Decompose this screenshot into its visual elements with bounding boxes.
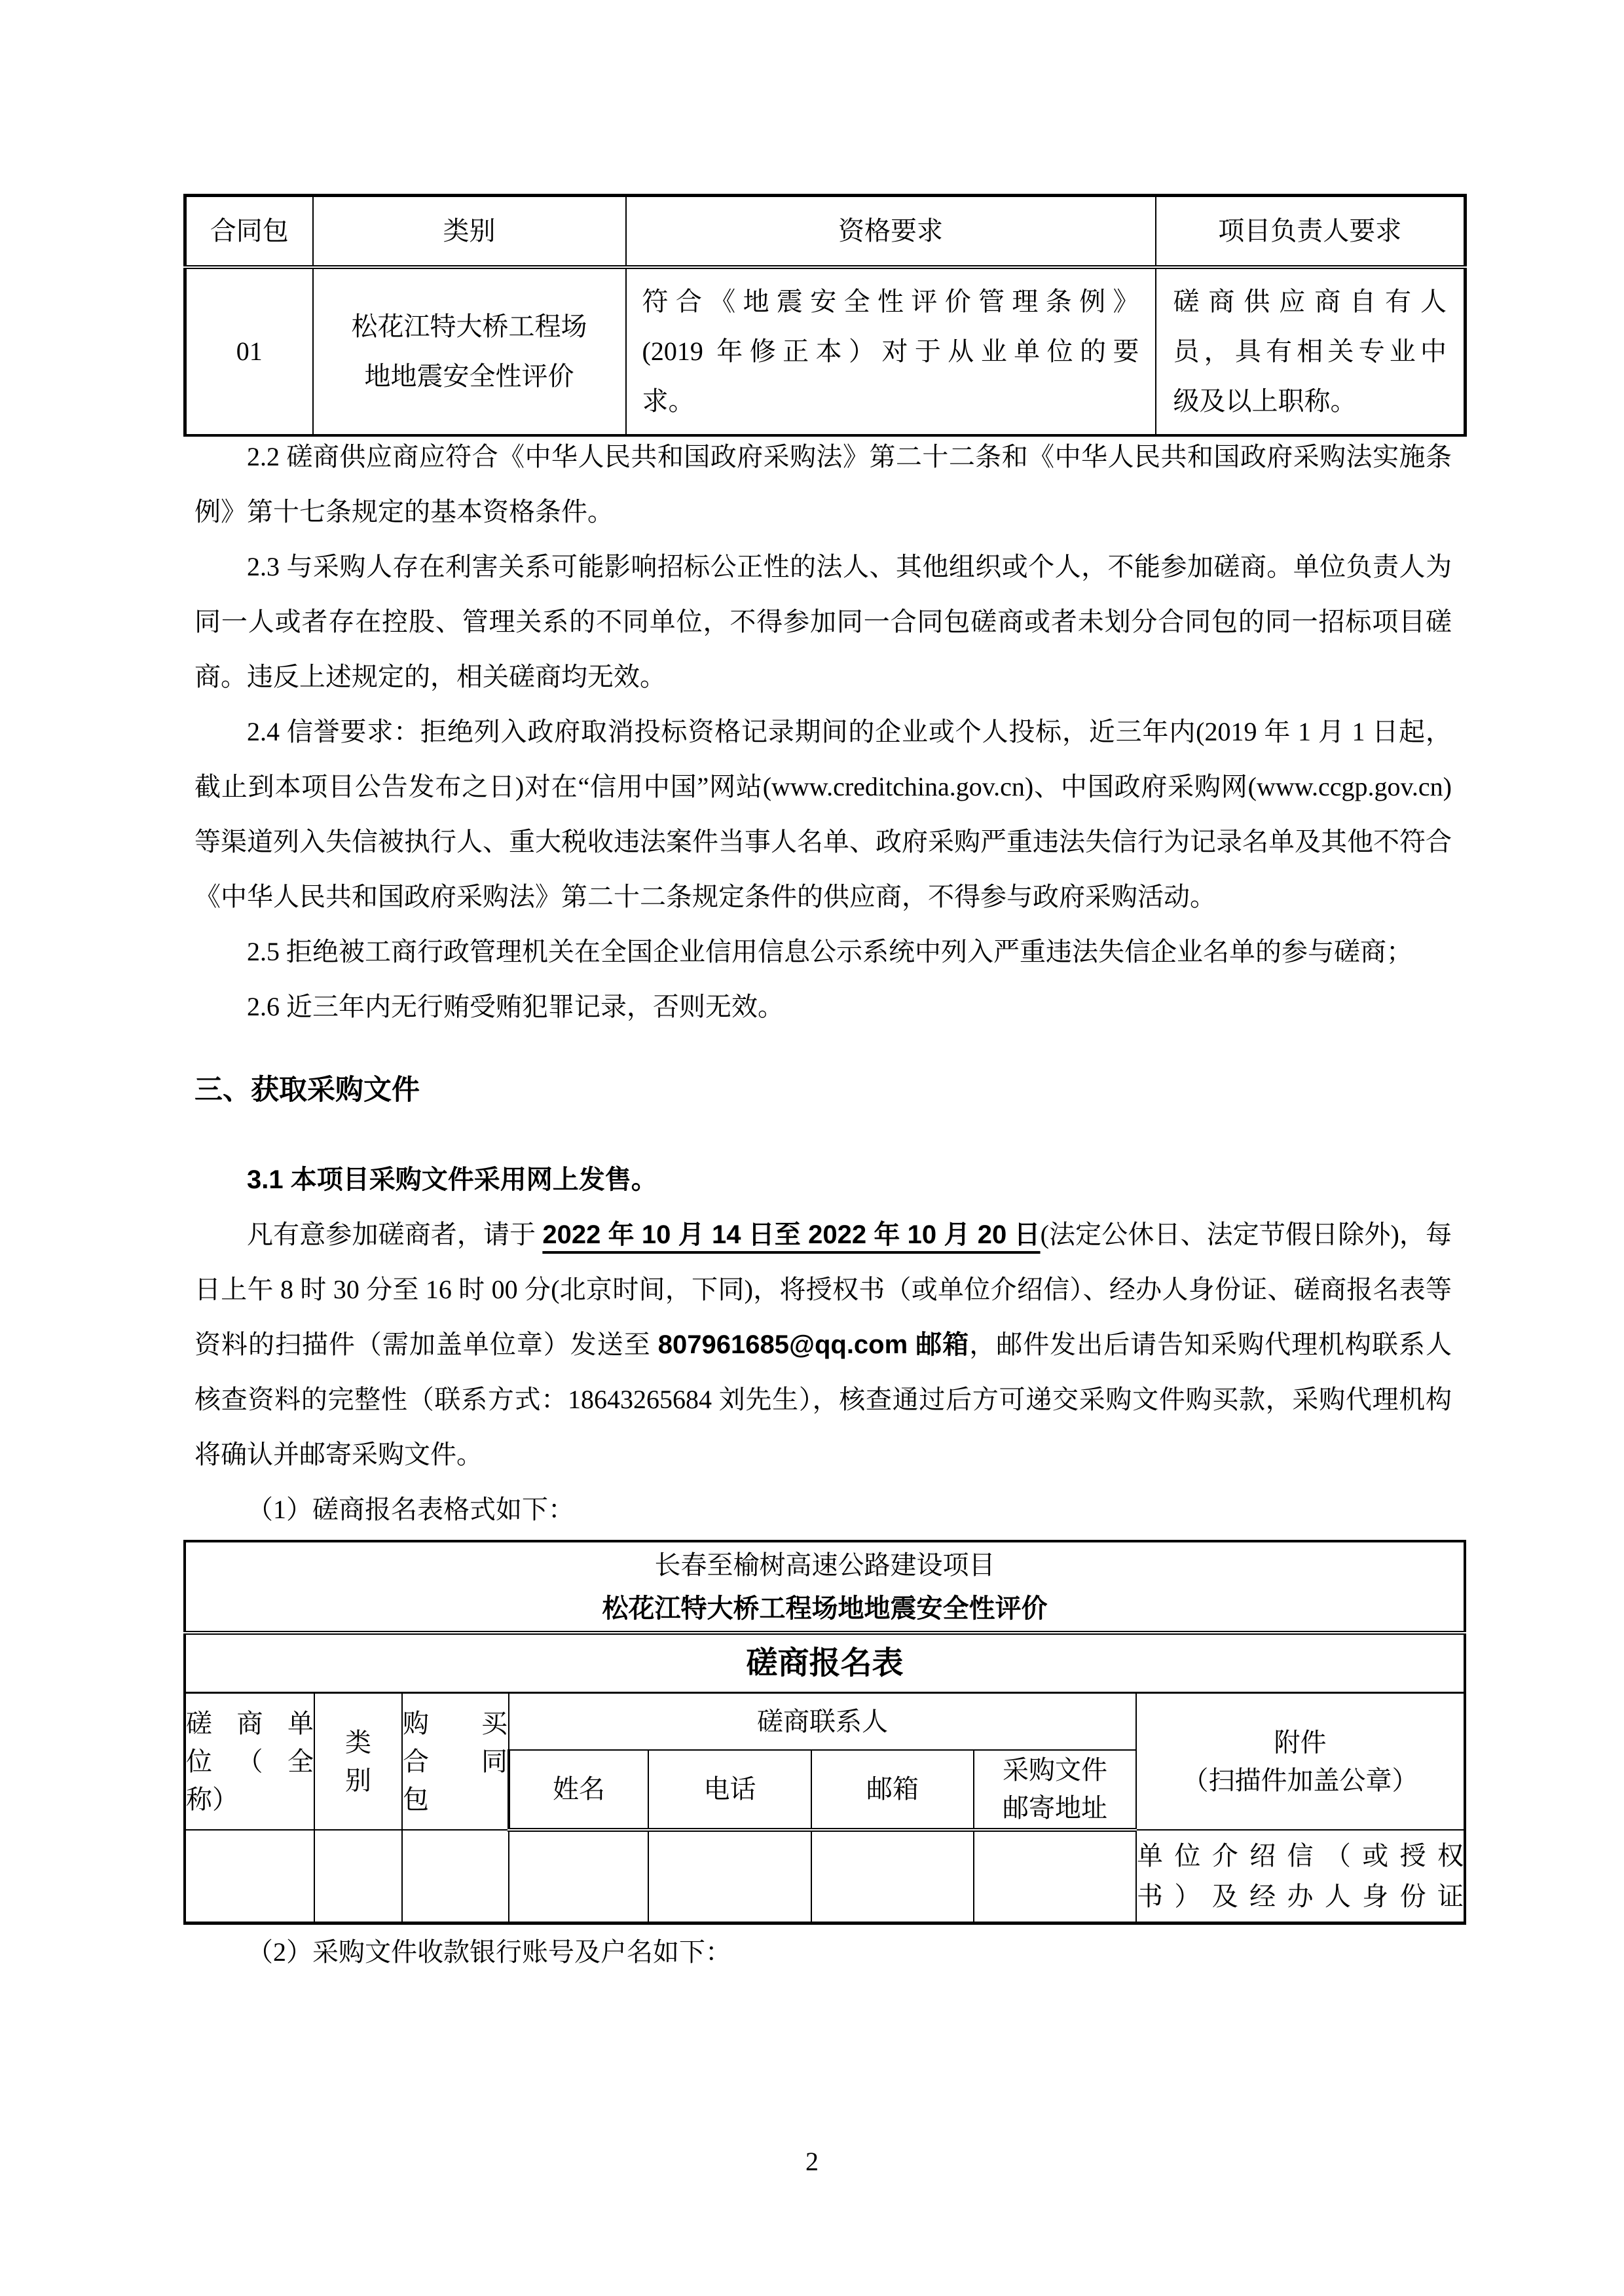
section3-paragraphs (194, 1152, 1452, 1537)
cell-text-line: 购买 (403, 1708, 507, 1738)
text-segment: 3.1 本项目采购文件采用网上发售。 (247, 1165, 657, 1194)
form-title: 磋商报名表 (185, 1633, 1465, 1693)
para-form-intro (194, 1482, 1452, 1537)
text-segment: ，邮件发出后请告知采购代理机构联系人核查资料的完整性（联系方式：18643265684 刘先生），核查通过后方可递交采购文件购买款，采购代理机构将确认并邮寄采购文件。 (194, 1330, 1452, 1469)
cell-text-line: 别 (345, 1765, 371, 1795)
section2-paragraphs (194, 429, 1452, 1034)
cell-text-line: （扫描件加盖公章） (1182, 1765, 1418, 1795)
form-title-row (185, 1633, 1465, 1693)
para-2-5 (194, 924, 1452, 979)
cell-text-line: 磋商供应商自有人 (1173, 287, 1447, 316)
cell-text-line: 位（全 (186, 1746, 314, 1776)
entry-purchase-package (402, 1830, 509, 1923)
para-2-2 (194, 429, 1452, 539)
text-segment: 2.6 近三年内无行贿受贿犯罪记录，否则无效。 (247, 992, 784, 1021)
header-package: 合同包 (185, 196, 313, 268)
header-qualification: 资格要求 (626, 196, 1156, 268)
contract-package-table (183, 194, 1467, 437)
header-contact-name: 姓名 (509, 1750, 648, 1830)
cell-text-line: 合同 (403, 1746, 507, 1776)
text-segment: 2.4 信誉要求：拒绝列入政府取消投标资格记录期间的企业或个人投标，近三年内(2019 年 1 月 1 日起，截止到本项目公告发布之日)对在“信用中国”网站(www.creditchina.gov.cn)、中国政府采购网(www.ccgp.gov.cn)等渠道列入失信被执行人、重大税收违法案件当事人名单、政府采购严重违法失信行为记录名单及其他不符合《中华人民共和国政府采购法》第二十二条规定条件的供应商，不得参与政府采购活动。 (194, 717, 1452, 911)
cell-text-line: 类 (345, 1727, 371, 1757)
para-2-3 (194, 539, 1452, 704)
text-segment: 807961685@qq.com 邮箱 (657, 1330, 970, 1359)
cell-text-line: (2019 年修正本）对于从业单位的要 (642, 337, 1139, 366)
entry-contact-phone (648, 1830, 811, 1923)
cell-text-line: 采购文件 (1003, 1755, 1107, 1785)
project-line2: 松花江特大桥工程场地地震安全性评价 (602, 1594, 1048, 1623)
section3-heading: 三、获取采购文件 (194, 1074, 420, 1106)
text-segment: 2.3 与采购人存在利害关系可能影响招标公正性的法人、其他组织或个人，不能参加磋商。单位负责人为同一人或者存在控股、管理关系的不同单位，不得参加同一合同包磋商或者未划分合同包的同一招标项目磋商。违反上述规定的，相关磋商均无效。 (194, 552, 1452, 691)
cell-text-line: 称） (186, 1784, 238, 1814)
header-attachment (1136, 1693, 1465, 1831)
header-contact-email: 邮箱 (811, 1750, 974, 1830)
form-entry-row (185, 1830, 1465, 1923)
cell-text-line: 松花江特大桥工程场 (351, 312, 587, 341)
document-body (186, 429, 1464, 1980)
entry-unit-name (185, 1830, 314, 1923)
cell-text-line: 书）及经办人身份证 (1137, 1881, 1464, 1911)
entry-contact-name (509, 1830, 648, 1923)
header-mail-address (974, 1750, 1136, 1830)
cell-text-line: 求。 (642, 386, 695, 416)
para-bank-info (194, 1925, 1452, 1980)
page-number: 2 (805, 2147, 819, 2176)
text-segment: 2.5 拒绝被工商行政管理机关在全国企业信用信息公示系统中列入严重违法失信企业名单的参与磋商； (247, 937, 1412, 966)
text-segment: （1）磋商报名表格式如下： (247, 1495, 574, 1524)
text-segment: (法定公休日、法定节假日除外)，每日上午 8 时 30 分至 16 时 00 分(北京时间，下同)，将授权书（或单位介绍信）、经办人身份证、磋商报名表等资料的扫描件（需加盖单位章）发送至 (194, 1220, 1452, 1359)
header-contact-phone: 电话 (648, 1750, 811, 1830)
cell-text-line: 磋商单 (186, 1708, 314, 1738)
cell-text-line: 符合《地震安全性评价管理条例》 (642, 287, 1139, 316)
cell-package-number: 01 (185, 267, 313, 435)
entry-category (314, 1830, 402, 1923)
form-header-row-top (185, 1693, 1465, 1751)
header-contact-group: 磋商联系人 (509, 1693, 1136, 1751)
cell-text-line: 级及以上职称。 (1173, 386, 1357, 416)
cell-leader-requirement (1156, 267, 1466, 435)
header-category (314, 1693, 402, 1831)
cell-text-line: 地地震安全性评价 (364, 361, 574, 391)
header-leader: 项目负责人要求 (1156, 196, 1466, 268)
header-category: 类别 (313, 196, 626, 268)
entry-mail-address (974, 1830, 1136, 1923)
header-purchase-package (402, 1693, 509, 1831)
para-2-6 (194, 979, 1452, 1034)
form-project-row (185, 1541, 1465, 1633)
para-3-signup (194, 1207, 1452, 1482)
cell-project-name (185, 1541, 1465, 1633)
text-segment: 凡有意参加磋商者，请于 (247, 1220, 543, 1249)
para-2-4 (194, 704, 1452, 924)
cell-text-line: 单位介绍信（或授权 (1137, 1840, 1464, 1870)
registration-form-table (183, 1540, 1466, 1925)
cell-text-line: 邮寄地址 (1003, 1793, 1107, 1823)
table-header-row (185, 196, 1466, 268)
text-segment: 2.2 磋商供应商应符合《中华人民共和国政府采购法》第二十二条和《中华人民共和国政府采购法实施条例》第十七条规定的基本资格条件。 (194, 442, 1452, 526)
cell-qualification (626, 267, 1156, 435)
project-line1: 长春至榆树高速公路建设项目 (654, 1550, 995, 1580)
entry-attachment (1136, 1830, 1465, 1923)
cell-category (313, 267, 626, 435)
text-segment: 2022 年 10 月 14 日至 2022 年 10 月 20 日 (542, 1220, 1041, 1249)
cell-text-line: 员，具有相关专业中 (1173, 337, 1447, 366)
header-unit-name (185, 1693, 314, 1831)
para-3-1 (194, 1152, 1452, 1207)
entry-contact-email (811, 1830, 974, 1923)
cell-text-line: 包 (403, 1784, 429, 1814)
text-segment: （2）采购文件收款银行账号及户名如下： (247, 1937, 731, 1967)
cell-text-line: 附件 (1274, 1727, 1327, 1757)
closing-paragraphs (194, 1925, 1452, 1980)
table-row (185, 267, 1466, 435)
